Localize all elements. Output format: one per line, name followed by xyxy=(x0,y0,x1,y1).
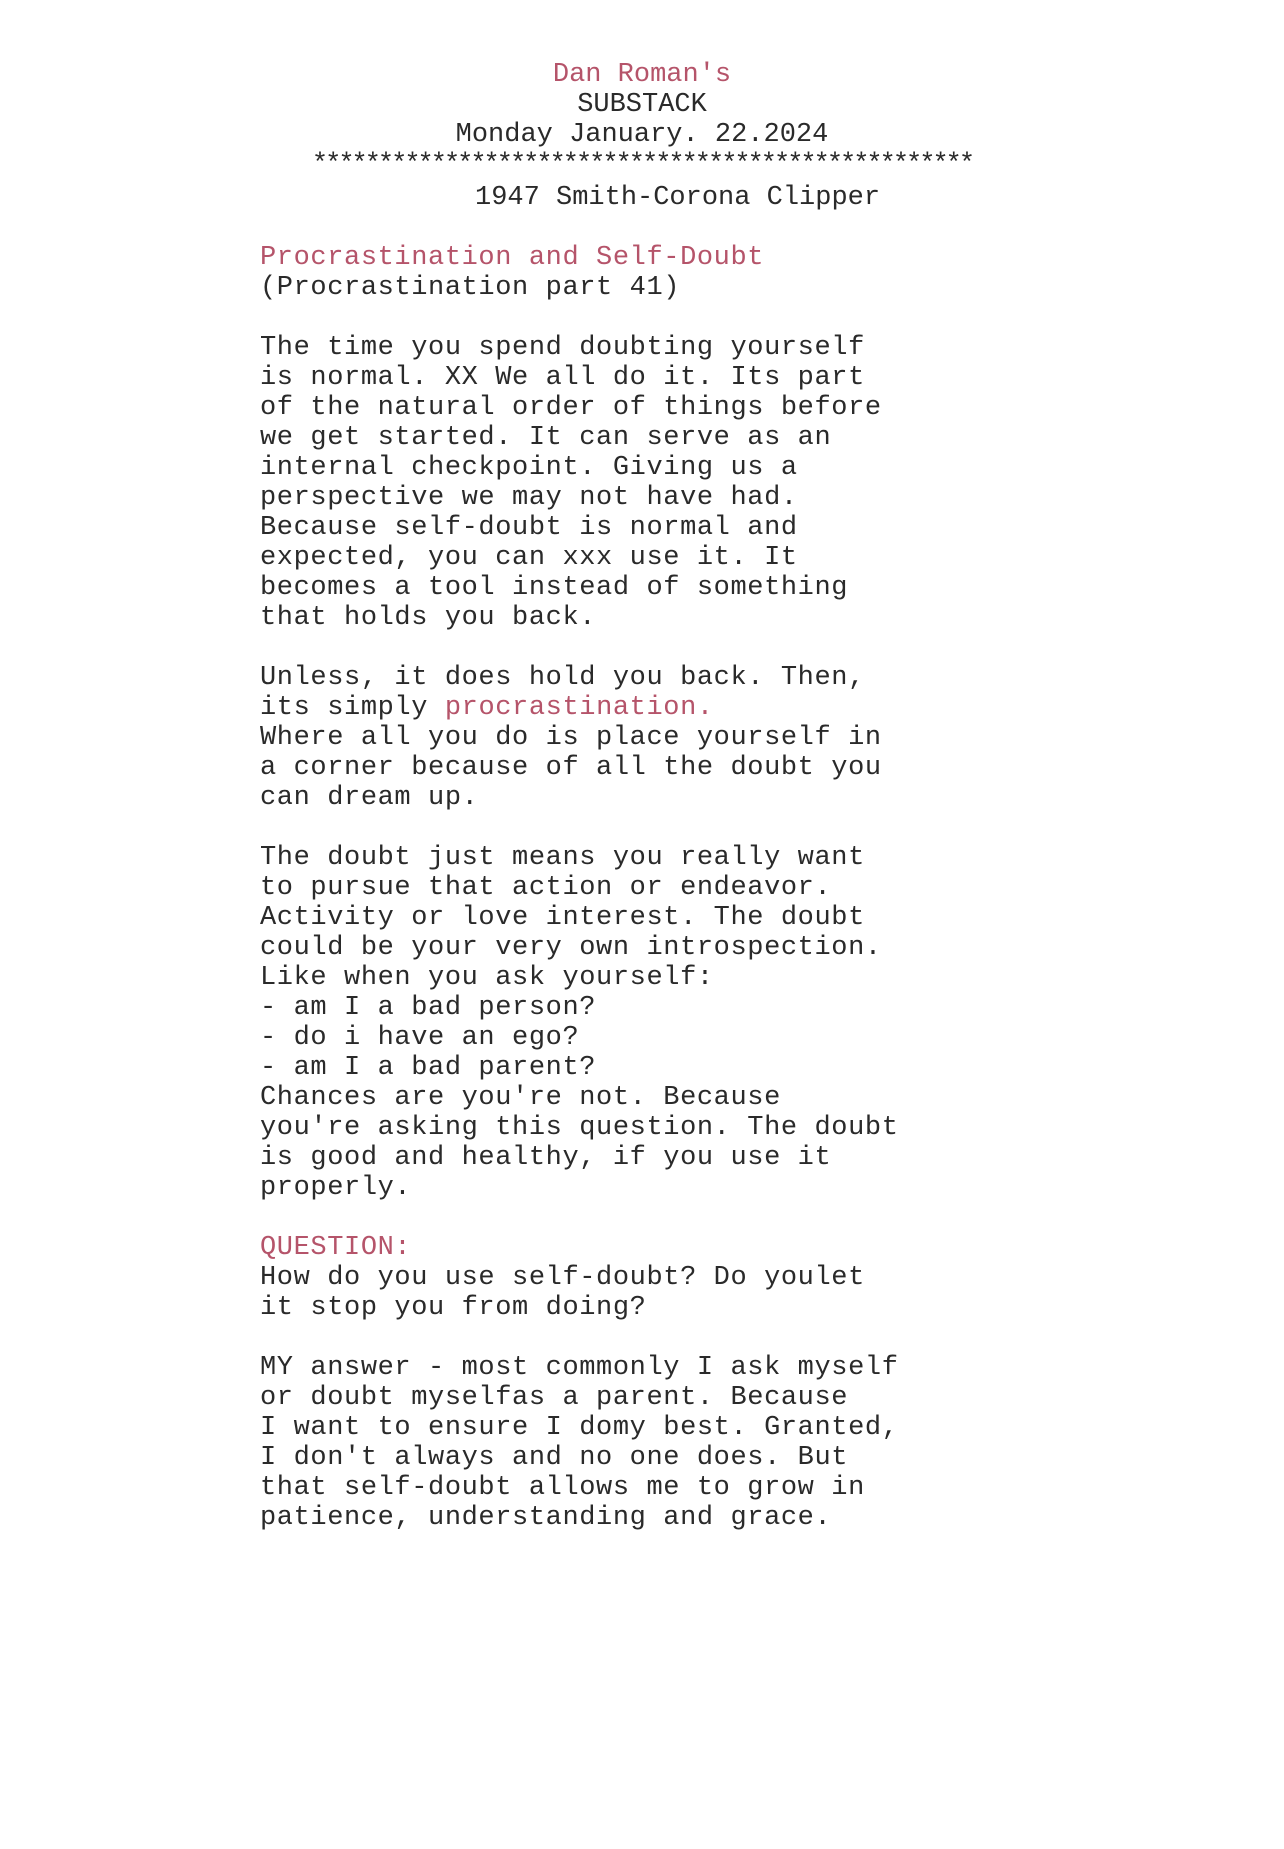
answer-block xyxy=(260,1353,1020,1533)
publication-line: SUBSTACK xyxy=(577,90,707,120)
header xyxy=(0,60,1284,180)
paragraph-line: is good and healthy, if you use it xyxy=(260,1143,832,1173)
question-line: How do you use self-doubt? Do youlet xyxy=(260,1263,865,1293)
star-divider: ************************************************** xyxy=(311,150,973,180)
question-label: QUESTION: xyxy=(260,1233,412,1263)
paragraph-line: could be your very own introspection. xyxy=(260,933,882,963)
paragraph-line: a corner because of all the doubt you xyxy=(260,753,882,783)
paragraph-line: of the natural order of things before xyxy=(260,393,882,423)
paragraph-line: Activity or love interest. The doubt xyxy=(260,903,865,933)
answer-line: I don't always and no one does. But xyxy=(260,1443,849,1473)
paragraph-3 xyxy=(260,843,1020,1203)
answer-line: or doubt myselfas a parent. Because xyxy=(260,1383,849,1413)
answer-line: MY answer - most commonly I ask myself xyxy=(260,1353,899,1383)
answer-line: that self-doubt allows me to grow in xyxy=(260,1473,865,1503)
paragraph-line xyxy=(260,693,1020,723)
title-block xyxy=(260,243,1020,303)
paragraph-line: can dream up. xyxy=(260,783,479,813)
line-prefix: its simply xyxy=(260,693,445,723)
paragraph-line: perspective we may not have had. xyxy=(260,483,798,513)
typewriter-line: 1947 Smith-Corona Clipper xyxy=(475,183,881,213)
paragraph-line: is normal. XX We all do it. Its part xyxy=(260,363,865,393)
list-item: - am I a bad person? xyxy=(260,993,597,1023)
paragraph-line: becomes a tool instead of something xyxy=(260,573,849,603)
paragraph-line: Like when you ask yourself: xyxy=(260,963,714,993)
article-title: Procrastination and Self-Doubt xyxy=(260,243,765,273)
paragraph-line: The doubt just means you really want xyxy=(260,843,865,873)
paragraph-line: you're asking this question. The doubt xyxy=(260,1113,899,1143)
paragraph-line: internal checkpoint. Giving us a xyxy=(260,453,798,483)
list-item: - do i have an ego? xyxy=(260,1023,580,1053)
article-subtitle: (Procrastination part 41) xyxy=(260,273,681,303)
paragraph-line: Because self-doubt is normal and xyxy=(260,513,798,543)
paragraph-line: Unless, it does hold you back. Then, xyxy=(260,663,865,693)
author-line: Dan Roman's xyxy=(552,60,732,90)
answer-line: I want to ensure I domy best. Granted, xyxy=(260,1413,899,1443)
question-block xyxy=(260,1233,1020,1323)
paragraph-line: Where all you do is place yourself in xyxy=(260,723,882,753)
paragraph-line: Chances are you're not. Because xyxy=(260,1083,781,1113)
question-line: it stop you from doing? xyxy=(260,1293,647,1323)
paragraph-line: The time you spend doubting yourself xyxy=(260,333,865,363)
paragraph-line: we get started. It can serve as an xyxy=(260,423,832,453)
paragraph-1 xyxy=(260,333,1020,633)
date-line: Monday January. 22.2024 xyxy=(455,120,829,150)
paragraph-line: properly. xyxy=(260,1173,412,1203)
list-item: - am I a bad parent? xyxy=(260,1053,597,1083)
answer-line: patience, understanding and grace. xyxy=(260,1503,832,1533)
article-body xyxy=(260,243,1020,1563)
paragraph-line: expected, you can xxx use it. It xyxy=(260,543,798,573)
paragraph-2 xyxy=(260,663,1020,813)
paragraph-line: to pursue that action or endeavor. xyxy=(260,873,832,903)
highlighted-word: procrastination. xyxy=(444,693,714,723)
paragraph-line: that holds you back. xyxy=(260,603,597,633)
